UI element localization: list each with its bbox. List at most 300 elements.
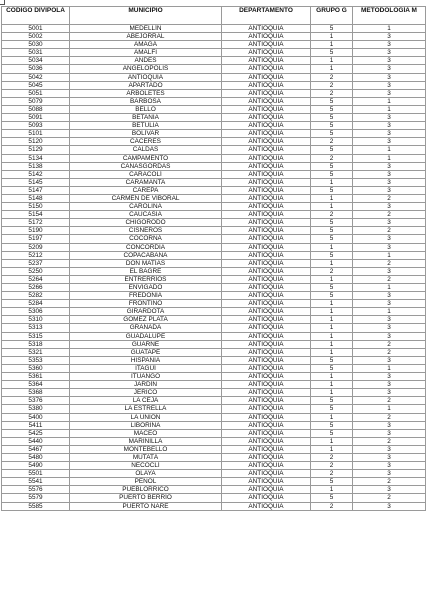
table-row [2, 170, 426, 178]
cell-grupo: 5 [311, 292, 353, 300]
cell-metodologia: 3 [353, 49, 426, 57]
cell-metodologia: 3 [353, 73, 426, 81]
table-row [2, 73, 426, 81]
cell-codigo: 5585 [2, 502, 70, 510]
table-row [2, 284, 426, 292]
cell-grupo: 1 [311, 340, 353, 348]
cell-grupo: 2 [311, 81, 353, 89]
cell-codigo: 5380 [2, 405, 70, 413]
cell-grupo: 5 [311, 162, 353, 170]
cell-codigo: 5313 [2, 324, 70, 332]
cell-municipio: OLAYA [70, 470, 222, 478]
cell-departamento: ANTIOQUIA [222, 478, 311, 486]
cell-grupo: 1 [311, 445, 353, 453]
cell-municipio: CAÑASGORDAS [70, 162, 222, 170]
table-row [2, 194, 426, 202]
table-row [2, 316, 426, 324]
cell-grupo: 2 [311, 73, 353, 81]
cell-departamento: ANTIOQUIA [222, 122, 311, 130]
table-row [2, 324, 426, 332]
cell-departamento: ANTIOQUIA [222, 300, 311, 308]
cell-municipio: MARINILLA [70, 437, 222, 445]
table-row [2, 81, 426, 89]
cell-codigo: 5172 [2, 219, 70, 227]
cell-municipio: ARBOLETES [70, 89, 222, 97]
cell-grupo: 2 [311, 267, 353, 275]
cell-departamento: ANTIOQUIA [222, 97, 311, 105]
cell-metodologia: 3 [353, 114, 426, 122]
cell-municipio: CAMPAMENTO [70, 154, 222, 162]
cell-metodologia: 1 [353, 154, 426, 162]
table-row [2, 381, 426, 389]
cell-municipio: COCORNÁ [70, 235, 222, 243]
cell-departamento: ANTIOQUIA [222, 405, 311, 413]
cell-codigo: 5315 [2, 332, 70, 340]
cell-codigo: 5138 [2, 162, 70, 170]
cell-metodologia: 2 [353, 494, 426, 502]
table-row [2, 373, 426, 381]
cell-departamento: ANTIOQUIA [222, 284, 311, 292]
cell-grupo: 1 [311, 381, 353, 389]
cell-codigo: 5031 [2, 49, 70, 57]
cell-departamento: ANTIOQUIA [222, 235, 311, 243]
cell-grupo: 5 [311, 146, 353, 154]
cell-municipio: PUERTO NARE [70, 502, 222, 510]
cell-municipio: CAREPA [70, 186, 222, 194]
cell-grupo: 5 [311, 364, 353, 372]
cell-departamento: ANTIOQUIA [222, 267, 311, 275]
cell-grupo: 2 [311, 89, 353, 97]
cell-codigo: 5541 [2, 478, 70, 486]
table-row [2, 25, 426, 33]
cell-departamento: ANTIOQUIA [222, 146, 311, 154]
cell-grupo: 1 [311, 389, 353, 397]
cell-municipio: BARBOSA [70, 97, 222, 105]
cell-grupo: 5 [311, 105, 353, 113]
municipality-sheet [1, 6, 425, 511]
cell-grupo: 2 [311, 154, 353, 162]
table-row [2, 445, 426, 453]
cell-departamento: ANTIOQUIA [222, 275, 311, 283]
cell-codigo: 5030 [2, 41, 70, 49]
cell-codigo: 5310 [2, 316, 70, 324]
cell-grupo: 1 [311, 275, 353, 283]
cell-metodologia: 3 [353, 373, 426, 381]
cell-metodologia: 3 [353, 502, 426, 510]
cell-municipio: AMALFI [70, 49, 222, 57]
table-row [2, 502, 426, 510]
cell-metodologia: 1 [353, 97, 426, 105]
table-row [2, 348, 426, 356]
header-municipio: MUNICIPIO [70, 7, 222, 25]
cell-codigo: 5134 [2, 154, 70, 162]
cell-codigo: 5364 [2, 381, 70, 389]
table-row [2, 146, 426, 154]
cell-departamento: ANTIOQUIA [222, 453, 311, 461]
cell-codigo: 5440 [2, 437, 70, 445]
header-departamento: DEPARTAMENTO [222, 7, 311, 25]
cell-municipio: CÁCERES [70, 138, 222, 146]
cell-departamento: ANTIOQUIA [222, 316, 311, 324]
cell-grupo: 5 [311, 405, 353, 413]
cell-codigo: 5282 [2, 292, 70, 300]
cell-metodologia: 2 [353, 340, 426, 348]
cell-departamento: ANTIOQUIA [222, 178, 311, 186]
cell-grupo: 1 [311, 373, 353, 381]
cell-departamento: ANTIOQUIA [222, 324, 311, 332]
cell-codigo: 5480 [2, 453, 70, 461]
table-row [2, 203, 426, 211]
cell-municipio: CHIGORODÓ [70, 219, 222, 227]
cell-departamento: ANTIOQUIA [222, 421, 311, 429]
cell-departamento: ANTIOQUIA [222, 381, 311, 389]
cell-codigo: 5190 [2, 227, 70, 235]
cell-municipio: HISPANIA [70, 356, 222, 364]
table-row [2, 356, 426, 364]
cell-grupo: 1 [311, 308, 353, 316]
cell-codigo: 5501 [2, 470, 70, 478]
cell-grupo: 5 [311, 429, 353, 437]
header-row [2, 7, 426, 25]
cell-metodologia: 2 [353, 194, 426, 202]
cell-grupo: 1 [311, 332, 353, 340]
cell-departamento: ANTIOQUIA [222, 81, 311, 89]
cell-departamento: ANTIOQUIA [222, 308, 311, 316]
cell-grupo: 5 [311, 97, 353, 105]
cell-codigo: 5145 [2, 178, 70, 186]
cell-municipio: CAROLINA [70, 203, 222, 211]
table-row [2, 437, 426, 445]
cell-metodologia: 3 [353, 453, 426, 461]
cell-codigo: 5237 [2, 259, 70, 267]
table-row [2, 178, 426, 186]
table-row [2, 33, 426, 41]
cell-grupo: 5 [311, 284, 353, 292]
cell-grupo: 5 [311, 25, 353, 33]
cell-departamento: ANTIOQUIA [222, 203, 311, 211]
cell-departamento: ANTIOQUIA [222, 25, 311, 33]
cell-departamento: ANTIOQUIA [222, 429, 311, 437]
cell-departamento: ANTIOQUIA [222, 73, 311, 81]
cell-metodologia: 3 [353, 445, 426, 453]
cell-codigo: 5148 [2, 194, 70, 202]
cell-municipio: GÓMEZ PLATA [70, 316, 222, 324]
cell-departamento: ANTIOQUIA [222, 348, 311, 356]
cell-metodologia: 2 [353, 437, 426, 445]
table-row [2, 397, 426, 405]
cell-municipio: GUADALUPE [70, 332, 222, 340]
cell-municipio: ANGELÓPOLIS [70, 65, 222, 73]
cell-metodologia: 3 [353, 57, 426, 65]
cell-departamento: ANTIOQUIA [222, 462, 311, 470]
table-row [2, 219, 426, 227]
cell-departamento: ANTIOQUIA [222, 259, 311, 267]
cell-grupo: 1 [311, 178, 353, 186]
cell-municipio: MACEO [70, 429, 222, 437]
cell-departamento: ANTIOQUIA [222, 373, 311, 381]
cell-departamento: ANTIOQUIA [222, 138, 311, 146]
header-codigo-divipola: CÓDIGO DIVIPOLA [2, 7, 70, 25]
cell-metodologia: 2 [353, 348, 426, 356]
cell-codigo: 5353 [2, 356, 70, 364]
cell-metodologia: 3 [353, 462, 426, 470]
cell-metodologia: 2 [353, 397, 426, 405]
cell-departamento: ANTIOQUIA [222, 41, 311, 49]
cell-municipio: ANDES [70, 57, 222, 65]
cell-municipio: APARTADÓ [70, 81, 222, 89]
cell-grupo: 1 [311, 259, 353, 267]
cell-metodologia: 3 [353, 170, 426, 178]
cell-grupo: 1 [311, 437, 353, 445]
table-row [2, 227, 426, 235]
cell-codigo: 5093 [2, 122, 70, 130]
cell-grupo: 1 [311, 243, 353, 251]
cell-departamento: ANTIOQUIA [222, 413, 311, 421]
cell-metodologia: 1 [353, 405, 426, 413]
cell-codigo: 5361 [2, 373, 70, 381]
municipality-table [1, 6, 426, 511]
header-grupo: GRUPO G [311, 7, 353, 25]
cell-municipio: BETULIA [70, 122, 222, 130]
table-row [2, 429, 426, 437]
cell-metodologia: 3 [353, 356, 426, 364]
cell-municipio: FREDONIA [70, 292, 222, 300]
cell-grupo: 1 [311, 300, 353, 308]
cell-departamento: ANTIOQUIA [222, 49, 311, 57]
cell-grupo: 2 [311, 211, 353, 219]
cell-departamento: ANTIOQUIA [222, 227, 311, 235]
cell-municipio: PUERTO BERRÍO [70, 494, 222, 502]
cell-codigo: 5321 [2, 348, 70, 356]
cell-grupo: 5 [311, 494, 353, 502]
cell-departamento: ANTIOQUIA [222, 57, 311, 65]
cell-grupo: 1 [311, 33, 353, 41]
table-row [2, 389, 426, 397]
cell-codigo: 5318 [2, 340, 70, 348]
cell-codigo: 5036 [2, 65, 70, 73]
cell-grupo: 1 [311, 348, 353, 356]
cell-municipio: COPACABANA [70, 251, 222, 259]
cell-municipio: CONCORDIA [70, 243, 222, 251]
cell-metodologia: 3 [353, 186, 426, 194]
cell-metodologia: 3 [353, 381, 426, 389]
cell-municipio: ITUANGO [70, 373, 222, 381]
cell-codigo: 5002 [2, 33, 70, 41]
cell-municipio: AMAGÁ [70, 41, 222, 49]
cell-metodologia: 3 [353, 219, 426, 227]
cell-codigo: 5411 [2, 421, 70, 429]
cell-municipio: GRANADA [70, 324, 222, 332]
cell-grupo: 1 [311, 194, 353, 202]
cell-codigo: 5376 [2, 397, 70, 405]
cell-codigo: 5490 [2, 462, 70, 470]
table-row [2, 235, 426, 243]
cell-metodologia: 3 [353, 65, 426, 73]
table-row [2, 275, 426, 283]
cell-grupo: 1 [311, 65, 353, 73]
header-metodologia: METODOLOGÍA M [353, 7, 426, 25]
table-row [2, 462, 426, 470]
cell-codigo: 5425 [2, 429, 70, 437]
cell-municipio: CALDAS [70, 146, 222, 154]
cell-metodologia: 3 [353, 122, 426, 130]
table-row [2, 41, 426, 49]
cell-municipio: ENVIGADO [70, 284, 222, 292]
cell-grupo: 1 [311, 486, 353, 494]
cell-metodologia: 3 [353, 389, 426, 397]
cell-metodologia: 3 [353, 162, 426, 170]
table-row [2, 211, 426, 219]
cell-codigo: 5197 [2, 235, 70, 243]
table-row [2, 421, 426, 429]
cell-departamento: ANTIOQUIA [222, 243, 311, 251]
cell-codigo: 5212 [2, 251, 70, 259]
table-row [2, 478, 426, 486]
cell-codigo: 5042 [2, 73, 70, 81]
cell-departamento: ANTIOQUIA [222, 105, 311, 113]
table-row [2, 340, 426, 348]
cell-grupo: 5 [311, 122, 353, 130]
cell-metodologia: 1 [353, 284, 426, 292]
cell-metodologia: 2 [353, 478, 426, 486]
cell-grupo: 1 [311, 413, 353, 421]
cell-codigo: 5147 [2, 186, 70, 194]
cell-municipio: GIRARDOTA [70, 308, 222, 316]
cell-municipio: BOLÍVAR [70, 130, 222, 138]
cell-codigo: 5120 [2, 138, 70, 146]
cell-codigo: 5368 [2, 389, 70, 397]
cell-metodologia: 3 [353, 470, 426, 478]
cell-grupo: 5 [311, 421, 353, 429]
corner-crop-mark [0, 0, 5, 5]
cell-codigo: 5034 [2, 57, 70, 65]
cell-grupo: 5 [311, 186, 353, 194]
cell-departamento: ANTIOQUIA [222, 445, 311, 453]
cell-municipio: CARMEN DE VIBORAL [70, 194, 222, 202]
cell-grupo: 1 [311, 203, 353, 211]
table-row [2, 251, 426, 259]
cell-departamento: ANTIOQUIA [222, 502, 311, 510]
cell-municipio: EL BAGRE [70, 267, 222, 275]
cell-municipio: CARACOLÍ [70, 170, 222, 178]
cell-municipio: NECOCLÍ [70, 462, 222, 470]
cell-metodologia: 3 [353, 316, 426, 324]
cell-municipio: BELLO [70, 105, 222, 113]
cell-departamento: ANTIOQUIA [222, 389, 311, 397]
cell-departamento: ANTIOQUIA [222, 211, 311, 219]
cell-metodologia: 2 [353, 413, 426, 421]
table-row [2, 413, 426, 421]
cell-municipio: ENTRERRÍOS [70, 275, 222, 283]
cell-metodologia: 3 [353, 41, 426, 49]
cell-municipio: FRONTINO [70, 300, 222, 308]
cell-municipio: CAUCASIA [70, 211, 222, 219]
table-row [2, 405, 426, 413]
cell-municipio: GUARNE [70, 340, 222, 348]
cell-grupo: 5 [311, 114, 353, 122]
cell-municipio: BETANIA [70, 114, 222, 122]
cell-metodologia: 3 [353, 81, 426, 89]
table-row [2, 259, 426, 267]
cell-metodologia: 1 [353, 105, 426, 113]
table-row [2, 494, 426, 502]
cell-municipio: DON MATÍAS [70, 259, 222, 267]
cell-departamento: ANTIOQUIA [222, 130, 311, 138]
cell-departamento: ANTIOQUIA [222, 356, 311, 364]
cell-grupo: 5 [311, 478, 353, 486]
cell-departamento: ANTIOQUIA [222, 154, 311, 162]
cell-departamento: ANTIOQUIA [222, 397, 311, 405]
cell-codigo: 5266 [2, 284, 70, 292]
cell-departamento: ANTIOQUIA [222, 364, 311, 372]
cell-metodologia: 3 [353, 300, 426, 308]
cell-codigo: 5264 [2, 275, 70, 283]
cell-municipio: LA UNIÓN [70, 413, 222, 421]
cell-codigo: 5360 [2, 364, 70, 372]
cell-municipio: PEÑOL [70, 478, 222, 486]
cell-departamento: ANTIOQUIA [222, 437, 311, 445]
cell-metodologia: 3 [353, 89, 426, 97]
cell-metodologia: 2 [353, 259, 426, 267]
cell-codigo: 5467 [2, 445, 70, 453]
cell-departamento: ANTIOQUIA [222, 470, 311, 478]
table-row [2, 97, 426, 105]
cell-departamento: ANTIOQUIA [222, 114, 311, 122]
cell-codigo: 5079 [2, 97, 70, 105]
cell-municipio: LA ESTRELLA [70, 405, 222, 413]
cell-metodologia: 2 [353, 211, 426, 219]
cell-metodologia: 3 [353, 130, 426, 138]
cell-grupo: 5 [311, 227, 353, 235]
table-row [2, 186, 426, 194]
cell-grupo: 5 [311, 130, 353, 138]
cell-metodologia: 1 [353, 364, 426, 372]
cell-grupo: 5 [311, 235, 353, 243]
cell-departamento: ANTIOQUIA [222, 219, 311, 227]
cell-departamento: ANTIOQUIA [222, 494, 311, 502]
table-row [2, 89, 426, 97]
cell-codigo: 5576 [2, 486, 70, 494]
cell-departamento: ANTIOQUIA [222, 170, 311, 178]
cell-municipio: ANTIOQUIA [70, 73, 222, 81]
cell-codigo: 5051 [2, 89, 70, 97]
cell-metodologia: 3 [353, 332, 426, 340]
cell-grupo: 2 [311, 453, 353, 461]
cell-departamento: ANTIOQUIA [222, 186, 311, 194]
cell-codigo: 5088 [2, 105, 70, 113]
cell-codigo: 5306 [2, 308, 70, 316]
cell-departamento: ANTIOQUIA [222, 340, 311, 348]
cell-departamento: ANTIOQUIA [222, 251, 311, 259]
cell-municipio: PUEBLORRICO [70, 486, 222, 494]
cell-municipio: LIBORINA [70, 421, 222, 429]
cell-metodologia: 3 [353, 267, 426, 275]
cell-departamento: ANTIOQUIA [222, 65, 311, 73]
cell-codigo: 5400 [2, 413, 70, 421]
cell-metodologia: 1 [353, 251, 426, 259]
cell-grupo: 2 [311, 470, 353, 478]
table-row [2, 65, 426, 73]
cell-municipio: JARDÍN [70, 381, 222, 389]
table-row [2, 300, 426, 308]
cell-metodologia: 3 [353, 203, 426, 211]
cell-metodologia: 3 [353, 178, 426, 186]
table-row [2, 308, 426, 316]
cell-grupo: 5 [311, 170, 353, 178]
table-row [2, 49, 426, 57]
cell-municipio: JERICÓ [70, 389, 222, 397]
cell-codigo: 5045 [2, 81, 70, 89]
